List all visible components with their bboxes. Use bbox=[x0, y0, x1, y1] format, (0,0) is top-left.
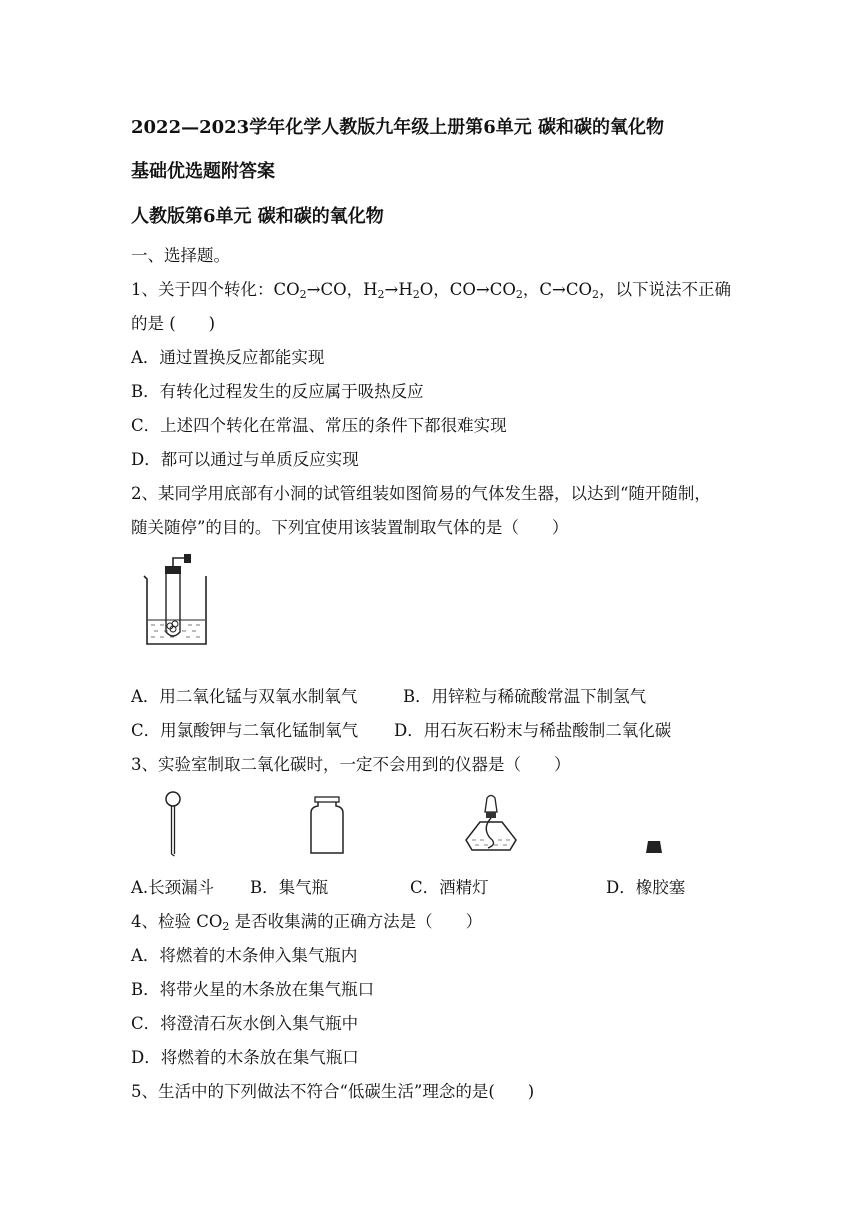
long-neck-funnel-icon bbox=[158, 790, 188, 858]
q1-sub: 2 bbox=[412, 288, 420, 301]
q2-option-d[interactable]: D．用石灰石粉末与稀盐酸制二氧化碳 bbox=[394, 721, 672, 740]
q1-option-a[interactable]: A．通过置换反应都能实现 bbox=[131, 348, 325, 367]
rubber-stopper-icon bbox=[645, 840, 663, 854]
q1-option-c[interactable]: C．上述四个转化在常温、常压的条件下都很难实现 bbox=[131, 416, 507, 435]
q3-option-d[interactable]: D．橡胶塞 bbox=[606, 878, 686, 897]
q1-option-d[interactable]: D．都可以通过与单质反应实现 bbox=[131, 450, 359, 469]
q1-sub: 2 bbox=[592, 288, 600, 301]
q1-stem-prefix: 1、关于四个转化：CO bbox=[131, 280, 300, 299]
q1-stem-suffix: ，以下说法不正确 bbox=[599, 280, 732, 299]
q4-option-a[interactable]: A．将燃着的木条伸入集气瓶内 bbox=[131, 946, 358, 965]
q1-stem-b: →H bbox=[384, 280, 413, 299]
q1-sub: 2 bbox=[299, 288, 307, 301]
q4-stem bbox=[131, 911, 482, 933]
q4-stem-prefix: 4、检验 CO bbox=[131, 912, 223, 931]
q1-sub: 2 bbox=[377, 288, 385, 301]
section-heading: 一、选择题。 bbox=[131, 246, 230, 265]
q3-option-b[interactable]: B．集气瓶 bbox=[250, 878, 329, 897]
q1-stem-c: O，CO→CO bbox=[419, 280, 516, 299]
alcohol-lamp-icon bbox=[460, 794, 522, 856]
doc-title-line2: 基础优选题附答案 bbox=[131, 161, 275, 182]
q3-option-c[interactable]: C．酒精灯 bbox=[410, 878, 489, 897]
q4-option-b[interactable]: B．将带火星的木条放在集气瓶口 bbox=[131, 980, 375, 999]
gas-bottle-icon bbox=[306, 795, 348, 857]
q1-option-b[interactable]: B．有转化过程发生的反应属于吸热反应 bbox=[131, 382, 424, 401]
q3-option-a[interactable]: A.长颈漏斗 bbox=[131, 878, 215, 897]
unit-title: 人教版第6单元 碳和碳的氧化物 bbox=[131, 206, 384, 227]
q4-option-d[interactable]: D．将燃着的木条放在集气瓶口 bbox=[131, 1048, 359, 1067]
q5-stem: 5、生活中的下列做法不符合“低碳生活”理念的是( ) bbox=[131, 1082, 535, 1101]
q4-stem-suffix: 是否收集满的正确方法是（ ） bbox=[229, 912, 483, 931]
q1-stem-a: →CO，H bbox=[306, 280, 378, 299]
q2-option-b[interactable]: B．用锌粒与稀硫酸常温下制氢气 bbox=[403, 687, 647, 706]
gas-generator-figure bbox=[138, 552, 214, 650]
q2-option-c[interactable]: C．用氯酸钾与二氧化锰制氧气 bbox=[131, 721, 359, 740]
q1-stem bbox=[131, 279, 731, 301]
q1-sub: 2 bbox=[515, 288, 523, 301]
q4-sub: 2 bbox=[222, 920, 230, 933]
q1-stem-line2: 的是 ( ) bbox=[131, 314, 216, 333]
q2-option-a[interactable]: A．用二氧化锰与双氧水制氧气 bbox=[131, 687, 358, 706]
q2-stem-line2: 随关随停”的目的。下列宜使用该装置制取气体的是（ ） bbox=[131, 518, 569, 537]
q1-stem-d: ，C→CO bbox=[522, 280, 593, 299]
q4-option-c[interactable]: C．将澄清石灰水倒入集气瓶中 bbox=[131, 1014, 359, 1033]
q3-stem: 3、实验室制取二氧化碳时，一定不会用到的仪器是（ ） bbox=[131, 755, 571, 774]
doc-title-line1: 2022—2023学年化学人教版九年级上册第6单元 碳和碳的氧化物 bbox=[131, 117, 664, 138]
q2-stem-line1: 2、某同学用底部有小洞的试管组装如图简易的气体发生器，以达到“随开随制， bbox=[131, 484, 711, 503]
